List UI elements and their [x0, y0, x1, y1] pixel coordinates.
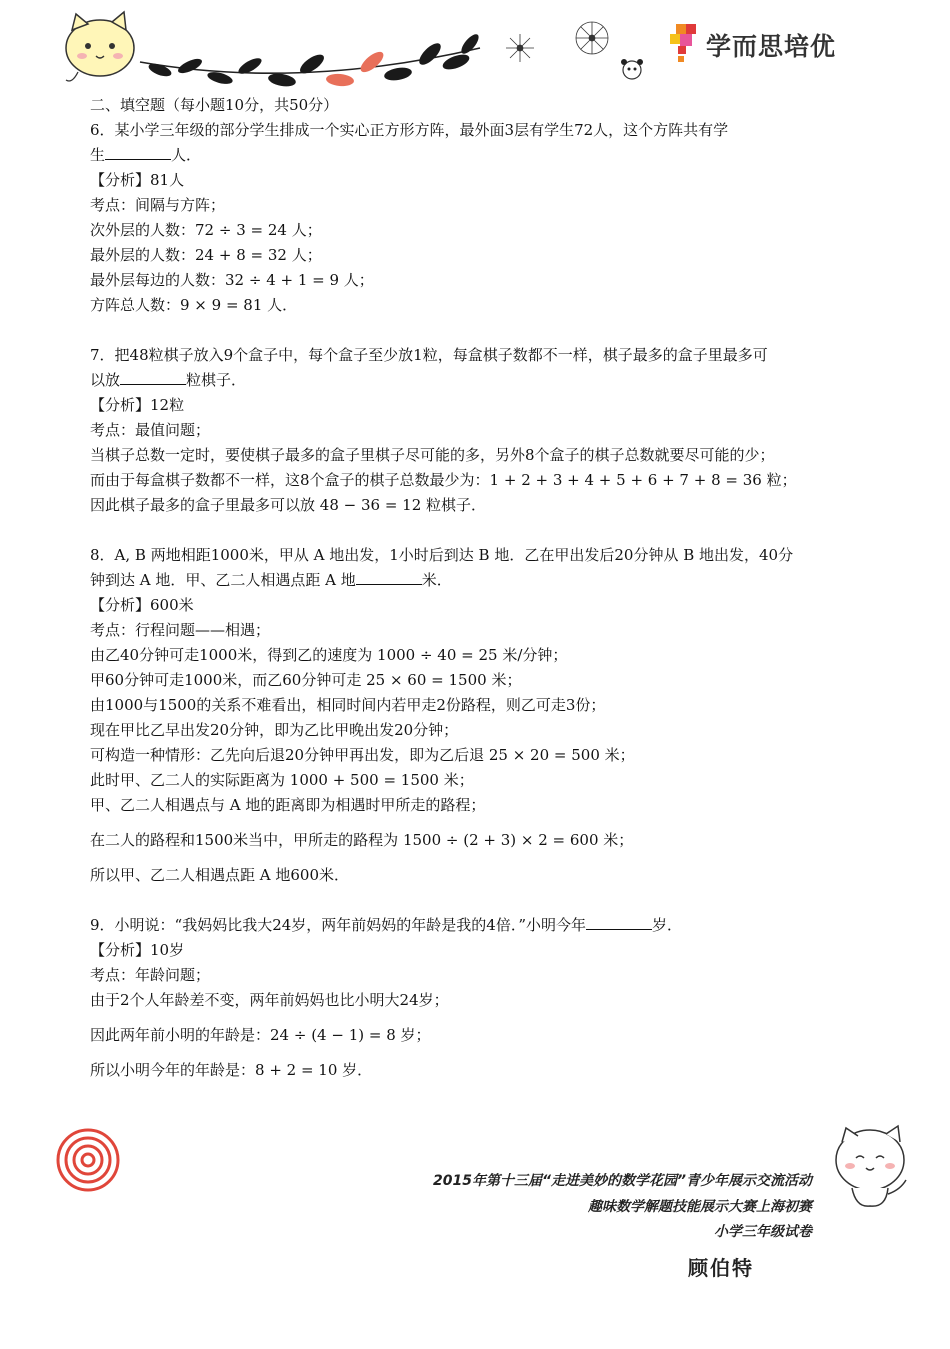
question-text: 9．小明说：“我妈妈比我大24岁，两年前妈妈的年龄是我的4倍．”小明今年 — [90, 916, 587, 934]
question-text: 钟到达 A 地．甲、乙二人相遇点距 A 地 — [90, 571, 356, 589]
answer-blank — [120, 368, 186, 385]
text-line: 考点：年龄问题； — [90, 966, 211, 984]
text-line: 考点：最值问题； — [90, 421, 211, 439]
question-text: 米． — [421, 571, 452, 589]
footer-grade-paper: 小学三年级试卷 — [714, 1224, 812, 1240]
text-line: 而由于每盒棋子数都不一样，这8个盒子的棋子总数最少为：1 + 2 + 3 + 4 + 5 + 6 + 7 + 8 = 36 粒； — [90, 471, 797, 489]
text-line: 所以小明今年的年龄是：8 + 2 = 10 岁． — [90, 1061, 373, 1079]
line-gap — [90, 1013, 870, 1023]
text-line: 可构造一种情形：乙先向后退20分钟甲再出发，即为乙后退 25 × 20 = 500 米； — [90, 746, 635, 764]
text-line: 最外层的人数：24 + 8 = 32 人； — [90, 246, 322, 264]
line-gap — [90, 1048, 870, 1058]
leaf-vine-icon — [140, 32, 482, 89]
answer-blank — [586, 913, 652, 930]
paragraph-gap — [90, 888, 870, 913]
panda-icon — [621, 59, 643, 79]
logo-mark-icon — [668, 22, 700, 68]
text-line: 【分析】81人 — [90, 171, 185, 189]
cat-sitting-icon — [836, 1126, 906, 1206]
text-line — [90, 568, 870, 593]
text-line: 由于2个人年龄差不变，两年前妈妈也比小明大24岁； — [90, 991, 449, 1009]
red-spiral-icon — [58, 1130, 118, 1190]
dandelion-icon — [506, 22, 608, 62]
text-line: 二、填空题（每小题10分，共50分） — [90, 96, 339, 114]
question-text: 岁． — [652, 916, 683, 934]
paragraph-gap — [90, 518, 870, 543]
document-body — [90, 93, 870, 1083]
text-line: 此时甲、乙二人的实际距离为 1000 + 500 = 1500 米； — [90, 771, 474, 789]
text-line: 【分析】600米 — [90, 596, 194, 614]
text-line: 甲、乙二人相遇点与 A 地的距离即为相遇时甲所走的路程； — [90, 796, 486, 814]
text-line: 因此棋子最多的盒子里最多可以放 48 − 36 = 12 粒棋子． — [90, 496, 487, 514]
text-line: 【分析】12粒 — [90, 396, 185, 414]
cat-icon — [66, 12, 134, 81]
question-text: 人． — [171, 146, 202, 164]
author-name: 顾伯特 — [688, 1256, 754, 1280]
answer-blank — [356, 568, 422, 585]
line-gap — [90, 853, 870, 863]
question-text: 生 — [90, 146, 106, 164]
text-line: 现在甲比乙早出发20分钟，即为乙比甲晚出发20分钟； — [90, 721, 459, 739]
paragraph-gap — [90, 318, 870, 343]
question-text: 粒棋子． — [186, 371, 247, 389]
text-line: 由1000与1500的关系不难看出，相同时间内若甲走2份路程，则乙可走3份； — [90, 696, 606, 714]
line-gap — [90, 818, 870, 828]
text-line: 最外层每边的人数：32 ÷ 4 + 1 = 9 人； — [90, 271, 374, 289]
text-line: 考点：间隔与方阵； — [90, 196, 226, 214]
text-line — [90, 913, 870, 938]
footer-contest-name: 趣味数学解题技能展示大赛上海初赛 — [588, 1199, 812, 1215]
logo-text: 学而思培优 — [706, 32, 837, 61]
text-line — [90, 368, 870, 393]
text-line: 6．某小学三年级的部分学生排成一个实心正方形方阵，最外面3层有学生72人，这个方阵共有学 — [90, 121, 729, 139]
text-line: 所以甲、乙二人相遇点距 A 地600米． — [90, 866, 350, 884]
text-line: 8．A, B 两地相距1000米，甲从 A 地出发，1小时后到达 B 地．乙在甲出发后20分钟从 B 地出发，40分 — [90, 546, 794, 564]
text-line: 方阵总人数：9 × 9 = 81 人． — [90, 296, 298, 314]
text-line — [90, 143, 870, 168]
footer-decoration — [0, 1120, 950, 1345]
header-decoration — [0, 0, 950, 95]
brand-logo — [668, 22, 836, 68]
text-line: 7．把48粒棋子放入9个盒子中，每个盒子至少放1粒，每盒棋子数都不一样，棋子最多的盒子里最多可 — [90, 346, 768, 364]
question-text: 以放 — [90, 371, 121, 389]
text-line: 因此两年前小明的年龄是：24 ÷ (4 − 1) = 8 岁； — [90, 1026, 431, 1044]
text-line: 当棋子总数一定时，要使棋子最多的盒子里棋子尽可能的多，另外8个盒子的棋子总数就要尽可能的少； — [90, 446, 775, 464]
text-line: 甲60分钟可走1000米，而乙60分钟可走 25 × 60 = 1500 米； — [90, 671, 522, 689]
answer-blank — [105, 143, 171, 160]
footer-event-title: 2015年第十三届“走进美妙的数学花园”青少年展示交流活动 — [433, 1173, 812, 1189]
text-line: 在二人的路程和1500米当中，甲所走的路程为 1500 ÷ (2 + 3) × 2 = 600 米； — [90, 831, 634, 849]
text-line: 次外层的人数：72 ÷ 3 = 24 人； — [90, 221, 322, 239]
text-line: 【分析】10岁 — [90, 941, 185, 959]
text-line: 由乙40分钟可走1000米，得到乙的速度为 1000 ÷ 40 = 25 米/分钟； — [90, 646, 568, 664]
text-line: 考点：行程问题——相遇； — [90, 621, 271, 639]
